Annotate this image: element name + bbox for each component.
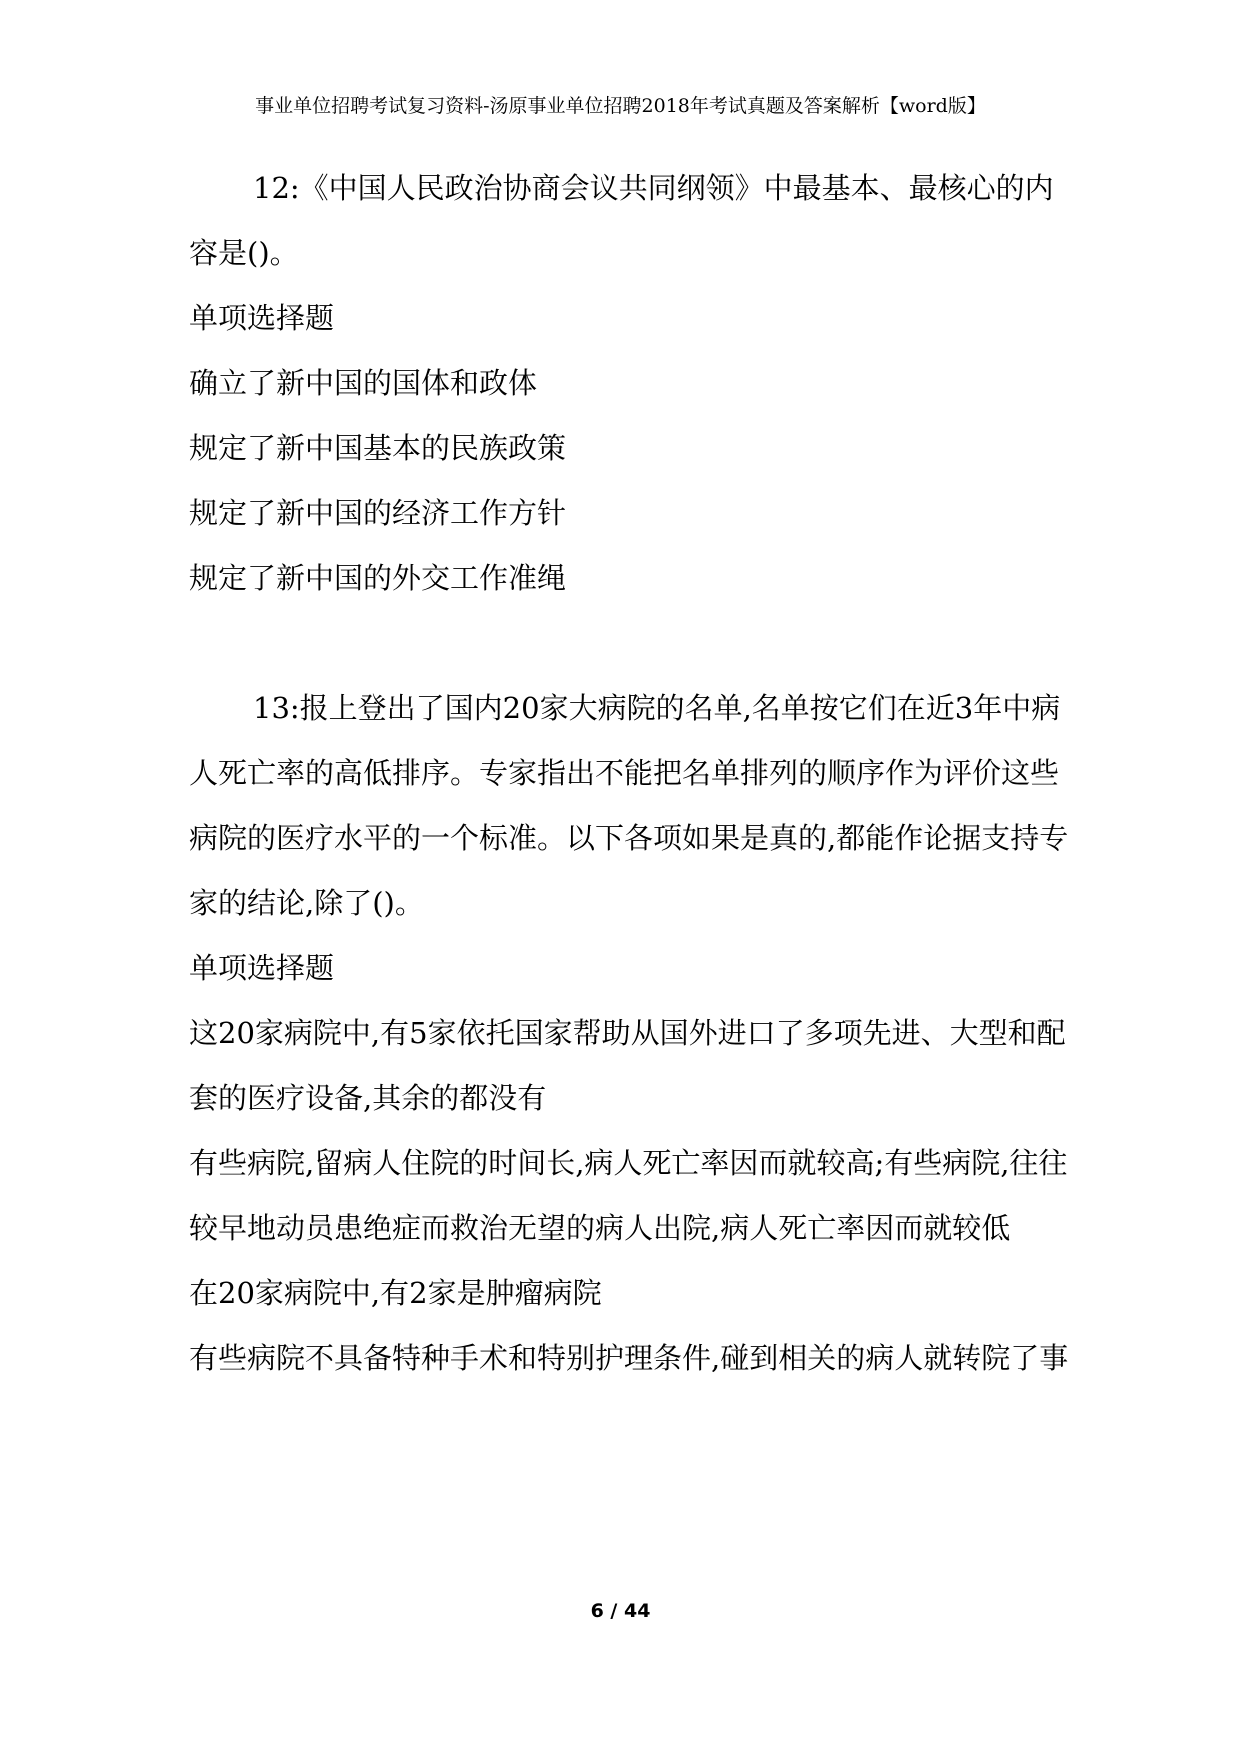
page-number: 6 / 44 — [590, 1600, 651, 1622]
page-content — [189, 156, 1069, 1391]
question-stem: 13:报上登出了国内20家大病院的名单,名单按它们在近3年中病人死亡率的高低排序。专家指出不能把名单排列的顺序作为评价这些病院的医疗水平的一个标准。以下各项如果是真的,都能作论据支持专家的结论,除了()。 — [189, 691, 1069, 920]
question-stem: 12:《中国人民政治协商会议共同纲领》中最基本、最核心的内容是()。 — [189, 171, 1054, 270]
question-option: 在20家病院中,有2家是肿瘤病院 — [189, 1276, 602, 1310]
running-header: 事业单位招聘考试复习资料-汤原事业单位招聘2018年考试真题及答案解析【word版】 — [255, 95, 986, 117]
question-option: 确立了新中国的国体和政体 — [189, 366, 538, 400]
question-12 — [189, 156, 1069, 611]
question-option: 规定了新中国的经济工作方针 — [189, 496, 567, 530]
question-type: 单项选择题 — [189, 951, 335, 985]
question-option: 规定了新中国基本的民族政策 — [189, 431, 567, 465]
question-13 — [189, 676, 1069, 1391]
question-option: 规定了新中国的外交工作准绳 — [189, 561, 567, 595]
question-option: 有些病院,留病人住院的时间长,病人死亡率因而就较高;有些病院,往往较早地动员患绝症而救治无望的病人出院,病人死亡率因而就较低 — [189, 1146, 1068, 1245]
question-type: 单项选择题 — [189, 301, 335, 335]
question-option: 这20家病院中,有5家依托国家帮助从国外进口了多项先进、大型和配套的医疗设备,其余的都没有 — [189, 1016, 1066, 1115]
question-option: 有些病院不具备特种手术和特别护理条件,碰到相关的病人就转院了事 — [189, 1341, 1069, 1375]
